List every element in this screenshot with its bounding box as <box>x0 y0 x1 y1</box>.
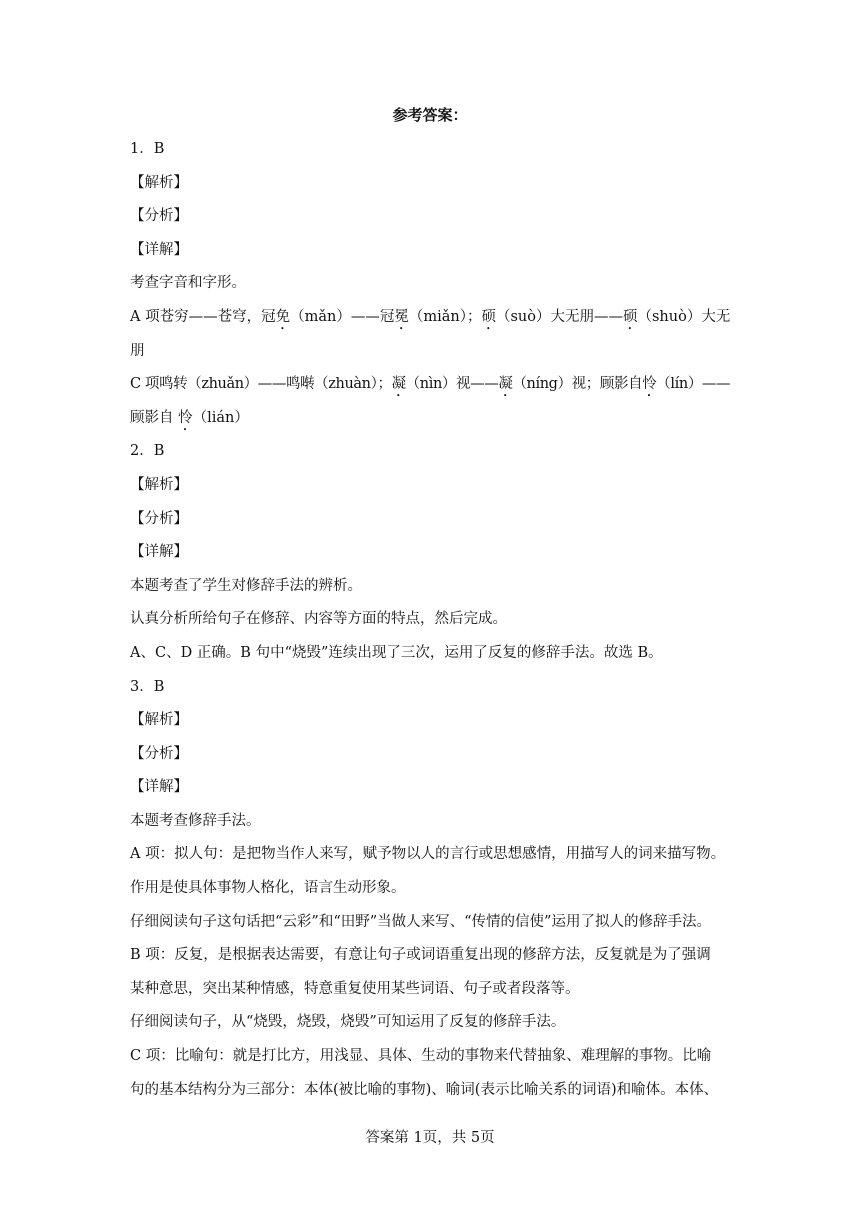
emphasis-char: 凝 <box>498 376 513 393</box>
paragraph-line: 仔细阅读句子，从“烧毁，烧毁，烧毁”可知运用了反复的修辞手法。 <box>130 1014 566 1031</box>
text-run: 顾影自 <box>130 409 179 426</box>
paragraph-line: 朋 <box>130 342 145 359</box>
answer-content <box>130 133 730 1107</box>
section-label: 【分析】 <box>130 510 188 527</box>
text-run: （níng）视；顾影自 <box>512 376 643 393</box>
emphasis-char: 怜 <box>642 376 657 393</box>
section-label: 【分析】 <box>130 745 188 762</box>
section-label: 【解析】 <box>130 712 188 729</box>
paragraph-line: 考查字音和字形。 <box>130 275 246 292</box>
paragraph-line <box>130 368 730 402</box>
section-label: 【分析】 <box>130 208 188 225</box>
section-label: 【详解】 <box>130 241 188 258</box>
text-run: （mǎn）——冠 <box>290 308 395 325</box>
text-run: （lín）—— <box>656 376 731 393</box>
text-run: （suò）大无朋—— <box>495 308 623 325</box>
answer-number: 1．B <box>130 141 165 157</box>
section-label: 【详解】 <box>130 544 188 561</box>
section-label: 【解析】 <box>130 476 188 493</box>
paragraph-line: 某种意思，突出某种情感，特意重复使用某些词语、句子或者段落等。 <box>130 980 580 997</box>
emphasis-char: 凝 <box>391 376 406 393</box>
paragraph-line: 本题考查修辞手法。 <box>130 812 261 829</box>
answer-number: 2．B <box>130 443 165 460</box>
page-title: 参考答案： <box>392 106 468 124</box>
paragraph-line: 作用是使具体事物人格化，语言生动形象。 <box>130 880 406 897</box>
paragraph-line <box>130 301 730 335</box>
paragraph-line: C 项：比喻句：就是打比方，用浅显、具体、生动的事物来代替抽象、难理解的事物。比喻 <box>130 1048 712 1065</box>
section-label: 【详解】 <box>130 779 188 796</box>
emphasis-char: 冕 <box>394 308 409 325</box>
paragraph-line: B 项：反复，是根据表达需要，有意让句子或词语重复出现的修辞方法，反复就是为了强调 <box>130 947 711 964</box>
paragraph-line: 句的基本结构分为三部分：本体(被比喻的事物)、喻词(表示比喻关系的词语)和喻体。本体、 <box>130 1081 719 1098</box>
paragraph-line: 本题考查了学生对修辞手法的辨析。 <box>130 577 362 594</box>
text-run: A 项苍穷——苍穹，冠 <box>130 308 276 325</box>
text-run: （miǎn）； <box>408 308 482 325</box>
page-footer: 答案第 1页，共 5页 <box>365 1130 495 1146</box>
paragraph-line: A 项：拟人句：是把物当作人来写，赋予物以人的言行或思想感情，用描写人的词来描写物。 <box>130 846 726 863</box>
paragraph-line: A、C、D 正确。B 句中“烧毁”连续出现了三次，运用了反复的修辞手法。故选 B。 <box>130 644 663 661</box>
paragraph-line: 仔细阅读句子这句话把“云彩”和“田野”当做人来写、“传情的信使”运用了拟人的修辞手法。 <box>130 913 711 930</box>
text-run: （shuò）大无 <box>637 308 731 325</box>
emphasis-char: 硕 <box>481 308 496 325</box>
paragraph-line: 认真分析所给句子在修辞、内容等方面的特点，然后完成。 <box>130 611 507 628</box>
paragraph-line <box>130 402 730 436</box>
text-run: （nìn）视—— <box>405 376 499 393</box>
emphasis-char: 免 <box>275 308 291 325</box>
emphasis-char: 怜 <box>178 409 193 426</box>
emphasis-char: 硕 <box>622 308 638 325</box>
answer-number: 3．B <box>130 678 165 695</box>
text-run: （lián） <box>192 409 249 426</box>
section-label: 【解析】 <box>130 174 188 191</box>
text-run: C 项鸣转（zhuǎn）——鸣啭（zhuàn）； <box>130 376 392 393</box>
